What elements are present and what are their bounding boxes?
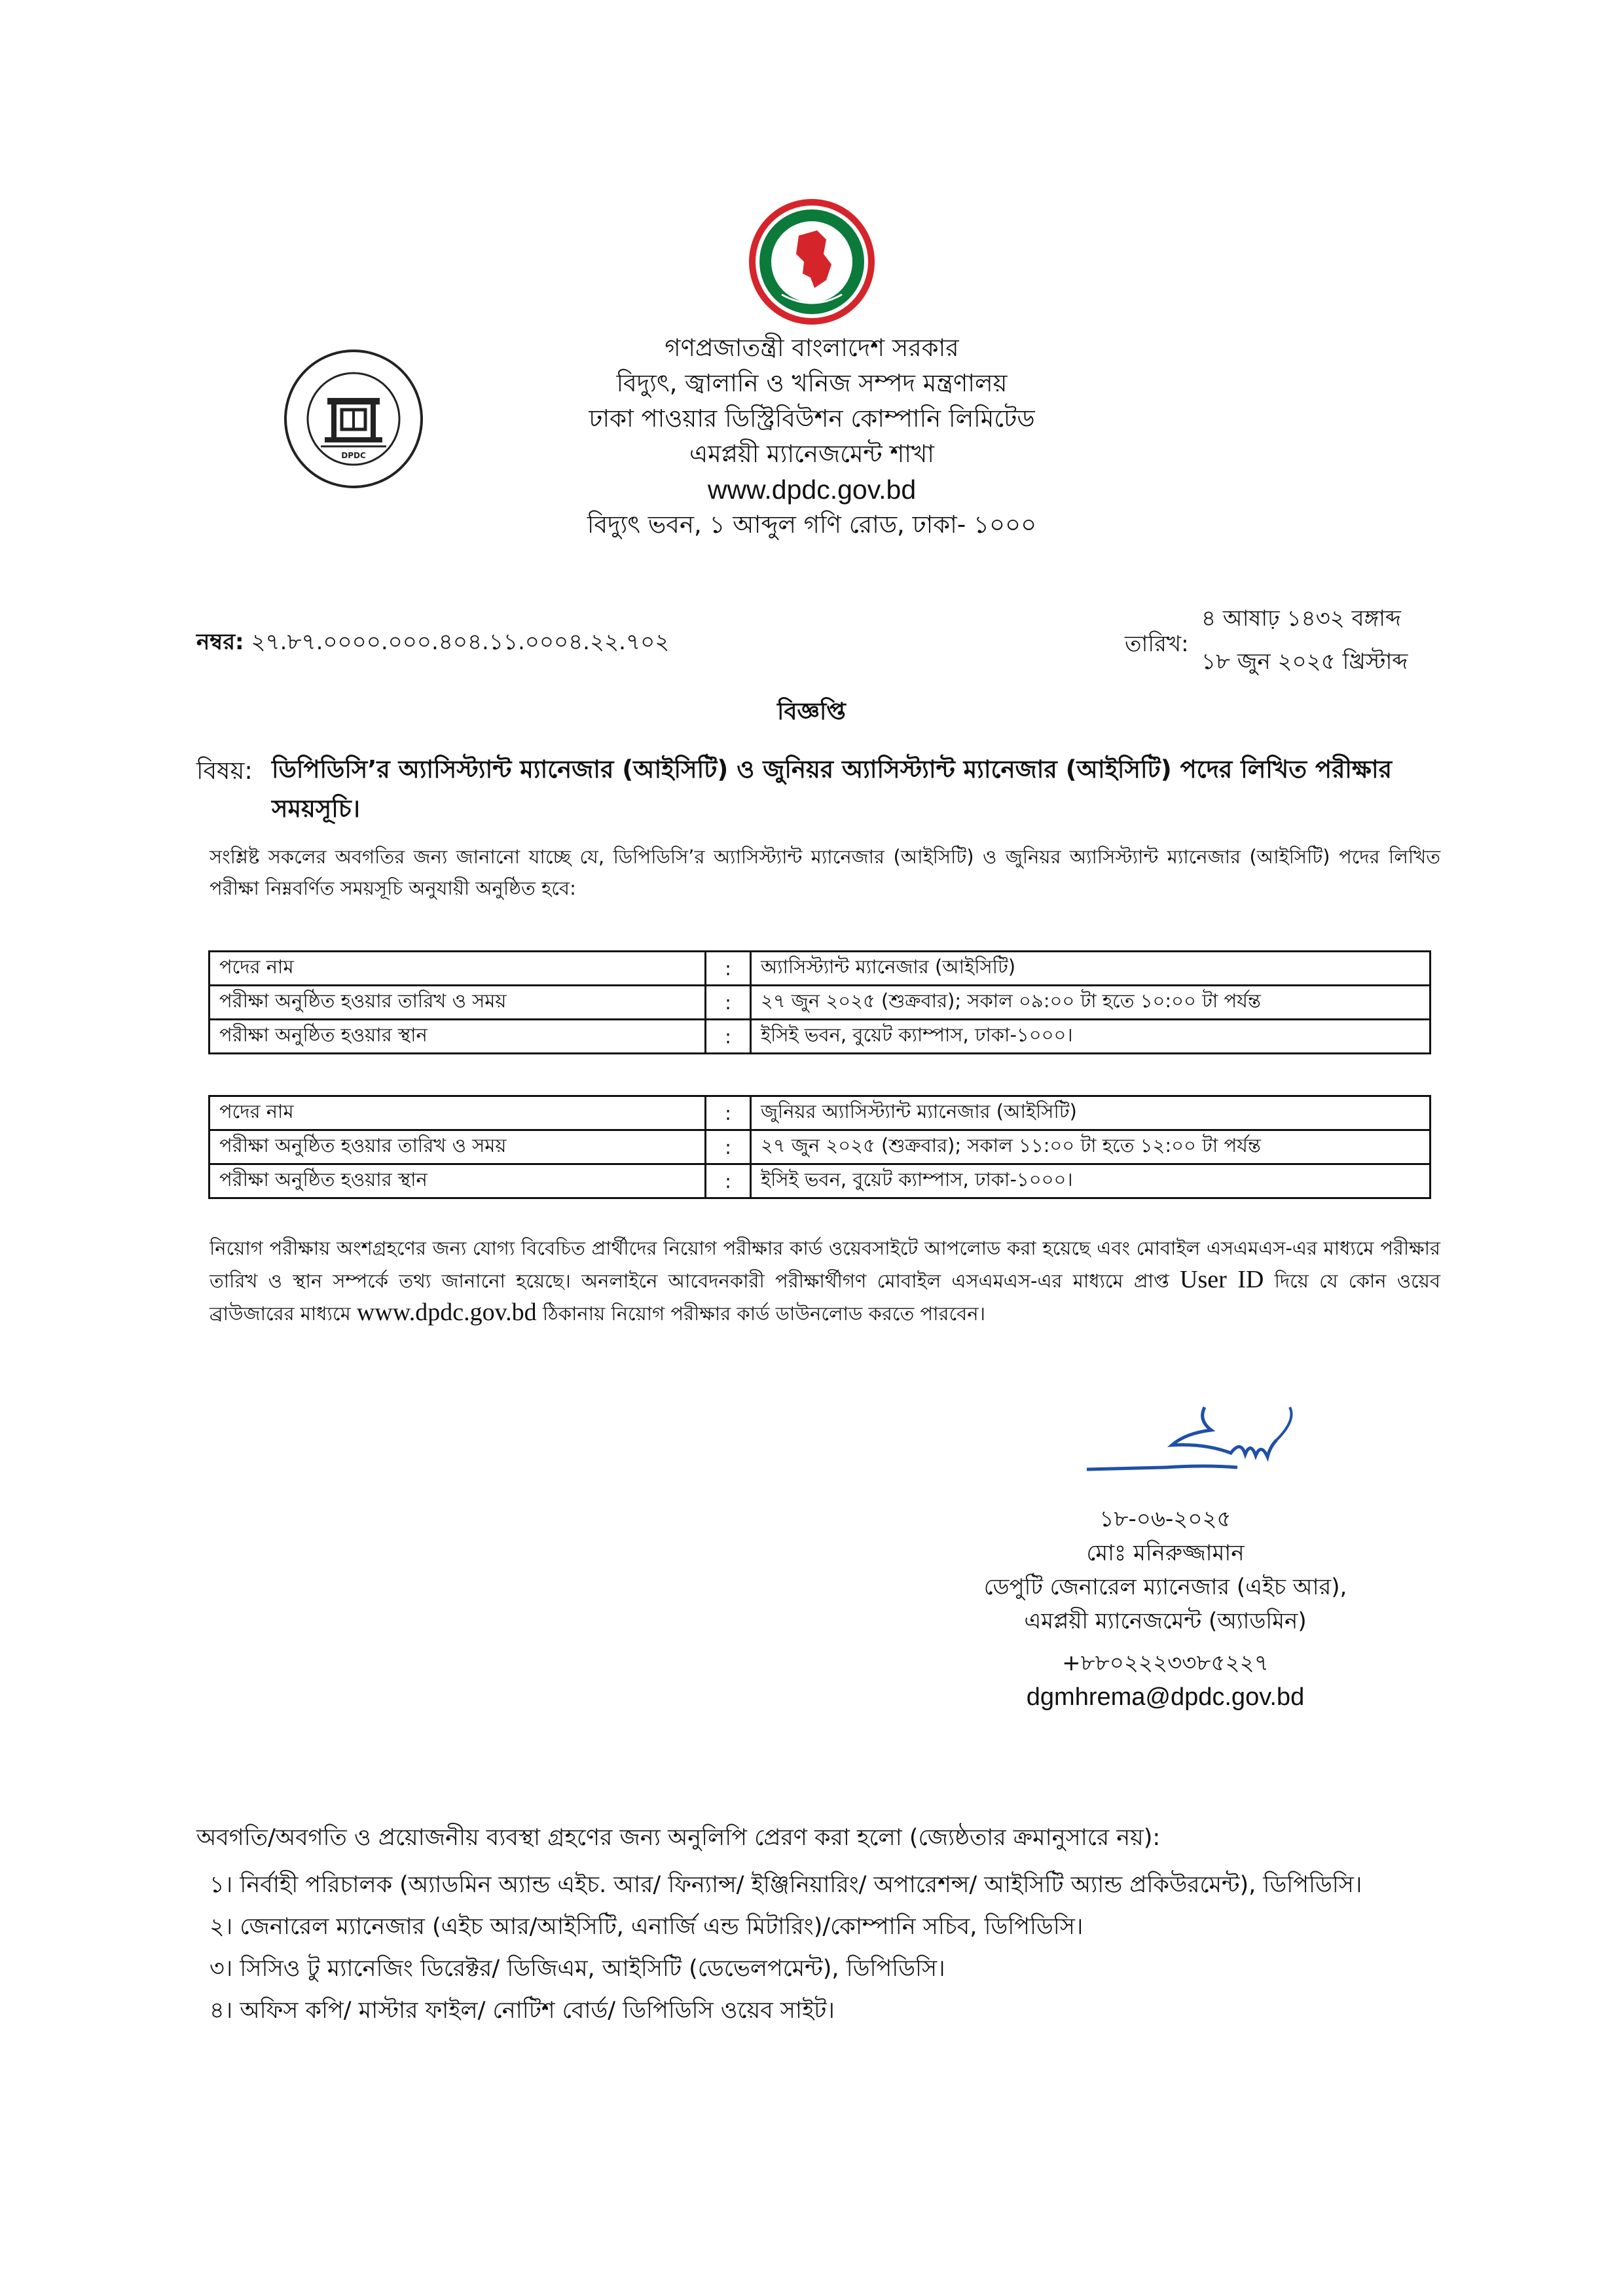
row-value: জুনিয়র অ্যাসিস্ট্যান্ট ম্যানেজার (আইসিটি) bbox=[751, 1096, 1431, 1130]
list-item-text: সিসিও টু ম্যানেজিং ডিরেক্টর/ ডিজিএম, আইসিটি (ডেভেলপমেন্ট), ডিপিডিসি। bbox=[240, 1956, 945, 1982]
handwritten-signature bbox=[1074, 1394, 1309, 1492]
notice-title: বিজ্ঞপ্তি bbox=[777, 698, 846, 725]
signature-block bbox=[943, 1502, 1388, 1714]
row-separator: : bbox=[706, 986, 751, 1020]
user-id-text: User ID bbox=[1180, 1266, 1264, 1293]
list-item-text: জেনারেল ম্যানেজার (এইচ আর/আইসিটি, এনার্জি এন্ড মিটারিং)/কোম্পানি সচিব, ডিপিডিসি। bbox=[240, 1914, 1084, 1940]
signatory-phone: +৮৮০২২২৩৩৮৫২২৭ bbox=[1062, 1650, 1269, 1676]
table-row bbox=[210, 1096, 1431, 1130]
memo-number bbox=[196, 625, 669, 662]
date-gregorian: ১৮ জুন ২০২৫ খ্রিস্টাব্দ bbox=[1201, 649, 1408, 675]
row-value: ২৭ জুন ২০২৫ (শুক্রবার); সকাল ১১:০০ টা হতে ১২:০০ টা পর্যন্ত bbox=[751, 1130, 1431, 1164]
date-label: তারিখ: bbox=[1125, 631, 1189, 657]
list-item-number: ৩। bbox=[210, 1956, 233, 1982]
row-separator: : bbox=[706, 1096, 751, 1130]
row-value: ইসিই ভবন, বুয়েট ক্যাম্পাস, ঢাকা-১০০০। bbox=[751, 1164, 1431, 1198]
intro-paragraph: সংশ্লিষ্ট সকলের অবগতির জন্য জানানো যাচ্ছে যে, ডিপিডিসি’র অ্যাসিস্ট্যান্ট ম্যানেজার (আইসিটি) ও জুনিয়র অ্যাসিস্ট্যান্ট ম্যানেজার (আইসিটি) পদের লিখিত পরীক্ষা নিম্নবর্ণিত সময়সূচি অনুযায়ী অনুষ্ঠিত হবে: bbox=[210, 846, 1440, 899]
row-label: পদের নাম bbox=[210, 1096, 706, 1130]
table-row bbox=[210, 986, 1431, 1020]
distribution-list bbox=[196, 1864, 1440, 2032]
list-item bbox=[196, 1990, 1440, 2032]
row-value: ২৭ জুন ২০২৫ (শুক্রবার); সকাল ০৯:০০ টা হতে ১০:০০ টা পর্যন্ত bbox=[751, 986, 1431, 1020]
admit-card-paragraph bbox=[210, 1232, 1440, 1329]
website-link[interactable]: www.dpdc.gov.bd bbox=[707, 475, 917, 505]
admit-text-part2: দিয়ে যে কোন ওয়েব ব্রাউজারের মাধ্যমে bbox=[210, 1270, 1441, 1325]
signatory-department: এমপ্লয়ী ম্যানেজমেন্ট (অ্যাডমিন) bbox=[1024, 1608, 1307, 1634]
table-row bbox=[210, 952, 1431, 986]
subject-label: বিষয়: bbox=[196, 757, 253, 785]
row-label: পরীক্ষা অনুষ্ঠিত হওয়ার তারিখ ও সময় bbox=[210, 986, 706, 1020]
row-label: পরীক্ষা অনুষ্ঠিত হওয়ার স্থান bbox=[210, 1020, 706, 1054]
row-label: পরীক্ষা অনুষ্ঠিত হওয়ার স্থান bbox=[210, 1164, 706, 1198]
svg-text:DPDC: DPDC bbox=[341, 451, 366, 460]
website-link-inline[interactable]: www.dpdc.gov.bd bbox=[356, 1299, 537, 1326]
admit-text-part1: নিয়োগ পরীক্ষায় অংশগ্রহণের জন্য যোগ্য বিবেচিত প্রার্থীদের নিয়োগ পরীক্ষার কার্ড ওয়েবসাইটে আপলোড করা হয়েছে এবং মোবাইল এসএমএস-এর মাধ্যমে পরীক্ষার তারিখ ও স্থান সম্পর্কে তথ্য জানানো হয়েছে। অনলাইনে আবেদনকারী পরীক্ষার্থীগণ মোবাইল এসএমএস-এর মাধ্যমে প্রাপ্ত bbox=[210, 1237, 1440, 1292]
date-bangla: ৪ আষাঢ় ১৪৩২ বঙ্গাব্দ bbox=[1201, 605, 1401, 632]
date-values bbox=[1201, 597, 1408, 683]
signatory-name: মোঃ মনিরুজ্জামান bbox=[1086, 1540, 1245, 1566]
list-item bbox=[196, 1906, 1440, 1948]
table-row bbox=[210, 1130, 1431, 1164]
office-address: বিদ্যুৎ ভবন, ১ আব্দুল গণি রোড, ঢাকা- ১০০০ bbox=[587, 511, 1037, 539]
admit-text-part3: ঠিকানায় নিয়োগ পরীক্ষার কার্ড ডাউনলোড করতে পারবেন। bbox=[542, 1302, 985, 1325]
table-row bbox=[210, 1164, 1431, 1198]
row-separator: : bbox=[706, 1020, 751, 1054]
dpdc-logo bbox=[282, 347, 426, 491]
list-item-number: ১। bbox=[210, 1872, 233, 1898]
list-item bbox=[196, 1864, 1440, 1906]
row-label: পদের নাম bbox=[210, 952, 706, 986]
list-item bbox=[196, 1948, 1440, 1990]
signatory-email[interactable]: dgmhrema@dpdc.gov.bd bbox=[1026, 1683, 1305, 1711]
letterhead bbox=[419, 331, 1205, 543]
list-item-text: অফিস কপি/ মাস্টার ফাইল/ নোটিশ বোর্ড/ ডিপিডিসি ওয়েব সাইট। bbox=[240, 1998, 835, 2024]
exam-schedule-table-assistant-manager bbox=[208, 950, 1431, 1054]
list-item-number: ৪। bbox=[210, 1998, 233, 2024]
list-item-number: ২। bbox=[210, 1914, 233, 1940]
exam-schedule-table-junior-assistant-manager bbox=[208, 1095, 1431, 1199]
row-value: অ্যাসিস্ট্যান্ট ম্যানেজার (আইসিটি) bbox=[751, 952, 1431, 986]
row-label: পরীক্ষা অনুষ্ঠিত হওয়ার তারিখ ও সময় bbox=[210, 1130, 706, 1164]
govt-name: গণপ্রজাতন্ত্রী বাংলাদেশ সরকার bbox=[665, 334, 959, 362]
table-row bbox=[210, 1020, 1431, 1054]
signatory-designation: ডেপুটি জেনারেল ম্যানেজার (এইচ আর), bbox=[983, 1574, 1347, 1600]
ministry-name: বিদ্যুৎ, জ্বালানি ও খনিজ সম্পদ মন্ত্রণালয় bbox=[616, 369, 1008, 397]
row-separator: : bbox=[706, 1130, 751, 1164]
memo-label: নম্বর: bbox=[196, 629, 244, 655]
list-item-text: নির্বাহী পরিচালক (অ্যাডমিন অ্যান্ড এইচ. আর/ ফিন্যান্স/ ইঞ্জিনিয়ারিং/ অপারেশন্স/ আইসিটি অ্যান্ড প্রকিউরমেন্ট), ডিপিডিসি। bbox=[240, 1872, 1362, 1898]
government-seal bbox=[746, 196, 877, 327]
row-separator: : bbox=[706, 952, 751, 986]
row-value: ইসিই ভবন, বুয়েট ক্যাম্পাস, ঢাকা-১০০০। bbox=[751, 1020, 1431, 1054]
branch-name: এমপ্লয়ী ম্যানেজমেন্ট শাখা bbox=[689, 440, 935, 468]
memo-value: ২৭.৮৭.০০০০.০০০.৪০৪.১১.০০০৪.২২.৭০২ bbox=[251, 629, 670, 655]
subject-text: ডিপিডিসি’র অ্যাসিস্ট্যান্ট ম্যানেজার (আইসিটি) ও জুনিয়র অ্যাসিস্ট্যান্ট ম্যানেজার (আইসিটি) পদের লিখিত পরীক্ষার সময়সূচি। bbox=[272, 755, 1392, 823]
row-separator: : bbox=[706, 1164, 751, 1198]
distribution-intro: অবগতি/অবগতি ও প্রয়োজনীয় ব্যবস্থা গ্রহণের জন্য অনুলিপি প্রেরণ করা হলো (জ্যেষ্ঠতার ক্রমানুসারে নয়): bbox=[196, 1825, 1161, 1851]
company-name: ঢাকা পাওয়ার ডিস্ট্রিবিউশন কোম্পানি লিমিটেড bbox=[589, 404, 1035, 433]
signature-date: ১৮-০৬-২০২৫ bbox=[1099, 1506, 1231, 1532]
